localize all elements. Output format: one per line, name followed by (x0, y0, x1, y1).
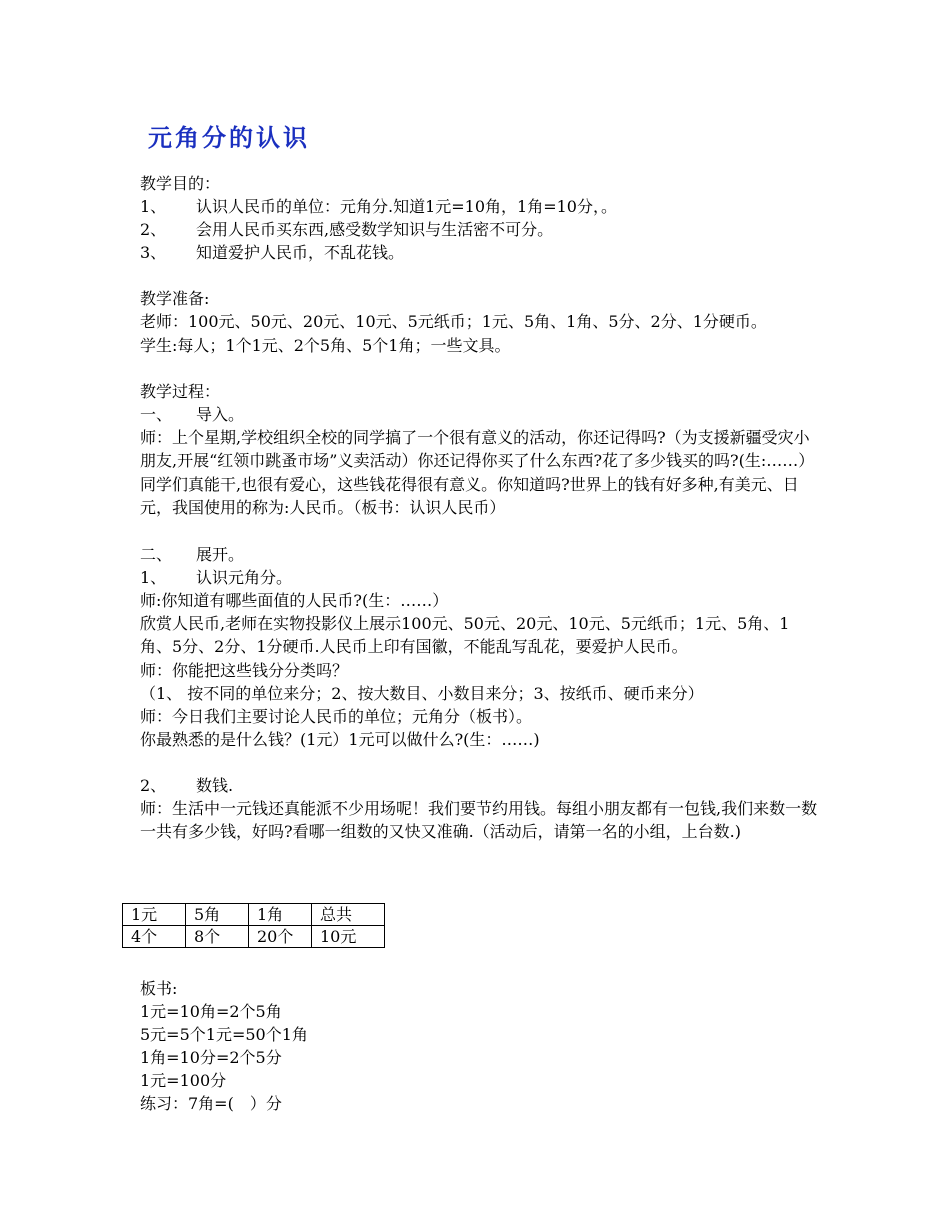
goal-item (140, 241, 820, 264)
subsection-one-line: 你最熟悉的是什么钱？(1元）1元可以做什么?(生：……) (140, 729, 540, 749)
table-cell: 4个 (123, 926, 186, 948)
table-row (123, 904, 385, 926)
subsection-one-line: 师：今日我们主要讨论人民币的单位；元角分（板书）。 (140, 706, 533, 726)
goals-heading: 教学目的： (140, 174, 221, 193)
section-title: 导入。 (196, 404, 245, 424)
board-section (140, 977, 820, 1115)
section-one-heading (140, 403, 820, 426)
subsection-number: 1、 (140, 567, 167, 587)
prep-heading: 教学准备: (140, 289, 210, 308)
goal-number: 3、 (140, 243, 167, 262)
subsection-two-text: 师：生活中一元钱还真能派不少用场呢！我们要节约用钱。每组小朋友都有一包钱,我们来数一数一共有多少钱，好吗?看哪一组数的又快又准确.（活动后，请第一名的小组，上台数.) (140, 798, 818, 841)
board-line: 1元=100分 (140, 1071, 227, 1090)
table-cell: 20个 (249, 926, 312, 948)
table-row (123, 926, 385, 948)
document-title: 元角分的认识 (148, 124, 310, 152)
goal-item (140, 195, 820, 218)
section-one-text: 师：上个星期,学校组织全校的同学搞了一个很有意义的活动，你还记得吗?（为支援新疆受灾小朋友,开展“红领巾跳蚤市场”义卖活动）你还记得你买了什么东西?花了多少钱买的吗?(生:……）同学们真能干,也很有爱心，这些钱花得很有意义。你知道吗?世界上的钱有好多种,有美元、日元，我国使用的称为:人民币。（板书：认识人民币） (140, 427, 815, 517)
table-cell: 10元 (312, 926, 385, 948)
table-header-cell: 5角 (186, 904, 249, 926)
section-two-heading (140, 543, 820, 566)
section-number: 一、 (140, 404, 173, 424)
goal-text: 会用人民币买东西,感受数学知识与生活密不可分。 (196, 220, 554, 239)
subsection-one-heading (140, 566, 820, 589)
board-line: 练习：7角=( ）分 (140, 1094, 282, 1113)
process-heading: 教学过程： (140, 381, 221, 401)
subsection-one-line: 欣赏人民币,老师在实物投影仪上展示100元、50元、20元、10元、5元纸币；1元、5角、1角、5分、2分、1分硬币.人民币上印有国徽，不能乱写乱花，要爱护人民币。 (140, 613, 790, 656)
subsection-title: 数钱. (196, 775, 234, 795)
section-number: 二、 (140, 544, 173, 564)
board-line: 5元=5个1元=50个1角 (140, 1025, 308, 1044)
prep-teacher: 老师：100元、50元、20元、10元、5元纸币；1元、5角、1角、5分、2分、1分硬币。 (140, 312, 767, 331)
subsection-title: 认识元角分。 (196, 567, 293, 587)
document-body (140, 172, 820, 844)
goal-text: 认识人民币的单位：元角分.知道1元=10角，1角=10分，。 (196, 197, 617, 216)
money-table (122, 903, 385, 948)
section-title: 展开。 (196, 544, 245, 564)
subsection-one-line: （1、 按不同的单位来分；2、按大数目、小数目来分；3、按纸币、硬币来分） (140, 683, 704, 703)
subsection-number: 2、 (140, 775, 167, 795)
board-heading: 板书: (140, 979, 178, 998)
subsection-one-line: 师：你能把这些钱分分类吗？ (140, 660, 349, 680)
goal-number: 1、 (140, 197, 167, 216)
subsection-two-heading (140, 774, 820, 797)
table-header-cell: 1元 (123, 904, 186, 926)
goal-number: 2、 (140, 220, 167, 239)
goal-text: 知道爱护人民币，不乱花钱。 (196, 243, 405, 262)
subsection-one-line: 师:你知道有哪些面值的人民币?(生：……） (140, 590, 449, 610)
table-header-cell: 1角 (249, 904, 312, 926)
board-line: 1角=10分=2个5分 (140, 1048, 282, 1067)
prep-student: 学生:每人；1个1元、2个5角、5个1角；一些文具。 (140, 335, 511, 355)
table-cell: 8个 (186, 926, 249, 948)
goal-item (140, 218, 820, 241)
table-header-cell: 总共 (312, 904, 385, 926)
board-line: 1元=10角=2个5角 (140, 1002, 282, 1021)
